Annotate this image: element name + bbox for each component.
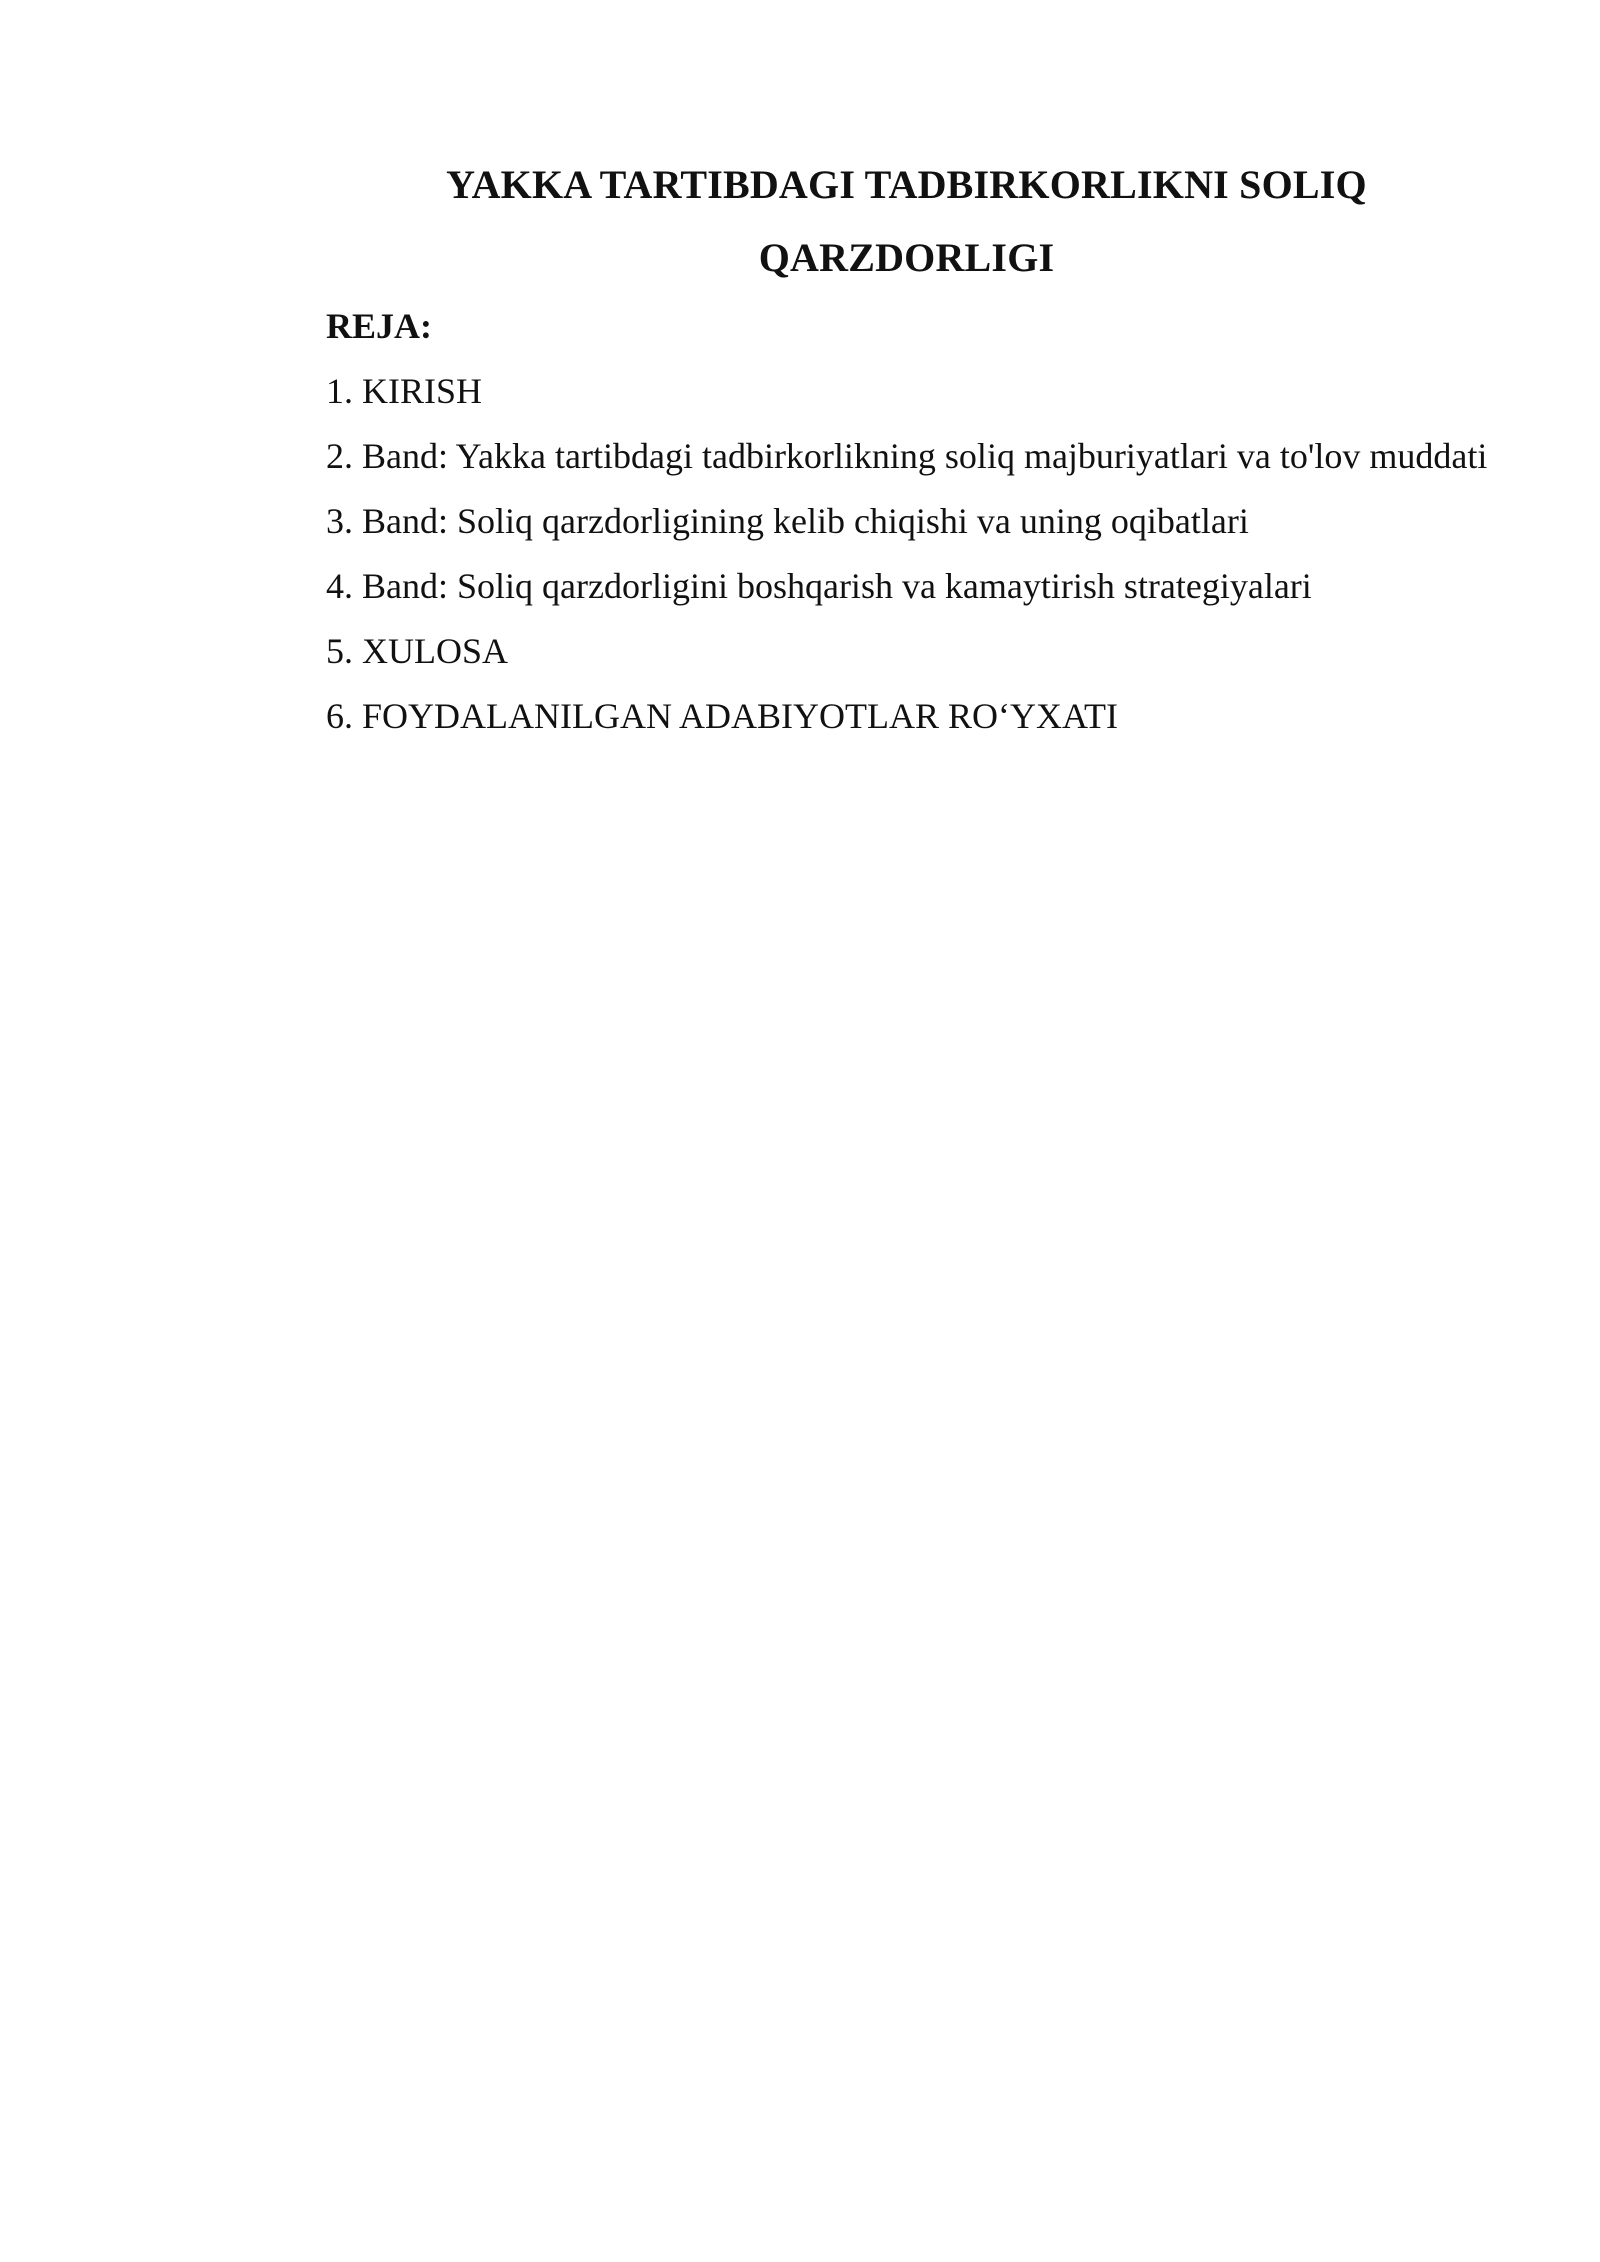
plan-heading: REJA: — [326, 306, 432, 346]
plan-item-intro: 1. KIRISH — [326, 371, 483, 411]
plan-item-section-3: 4. Band: Soliq qarzdorligini boshqarish va kamaytirish strategiyalari — [326, 566, 1312, 606]
plan-item-conclusion: 5. XULOSA — [326, 631, 509, 671]
document-body — [230, 148, 1488, 749]
plan-item-section-1: 2. Band: Yakka tartibdagi tadbirkorlikning soliq majburiyatlari va to'lov muddati — [326, 436, 1488, 476]
document-title: YAKKA TARTIBDAGI TADBIRKORLIKNI SOLIQ QARZDORLIGI — [446, 162, 1367, 280]
plan-item-section-2: 3. Band: Soliq qarzdorligining kelib chiqishi va uning oqibatlari — [326, 501, 1249, 541]
plan-item-references: 6. FOYDALANILGAN ADABIYOTLAR RO‘YXATI — [326, 696, 1118, 736]
